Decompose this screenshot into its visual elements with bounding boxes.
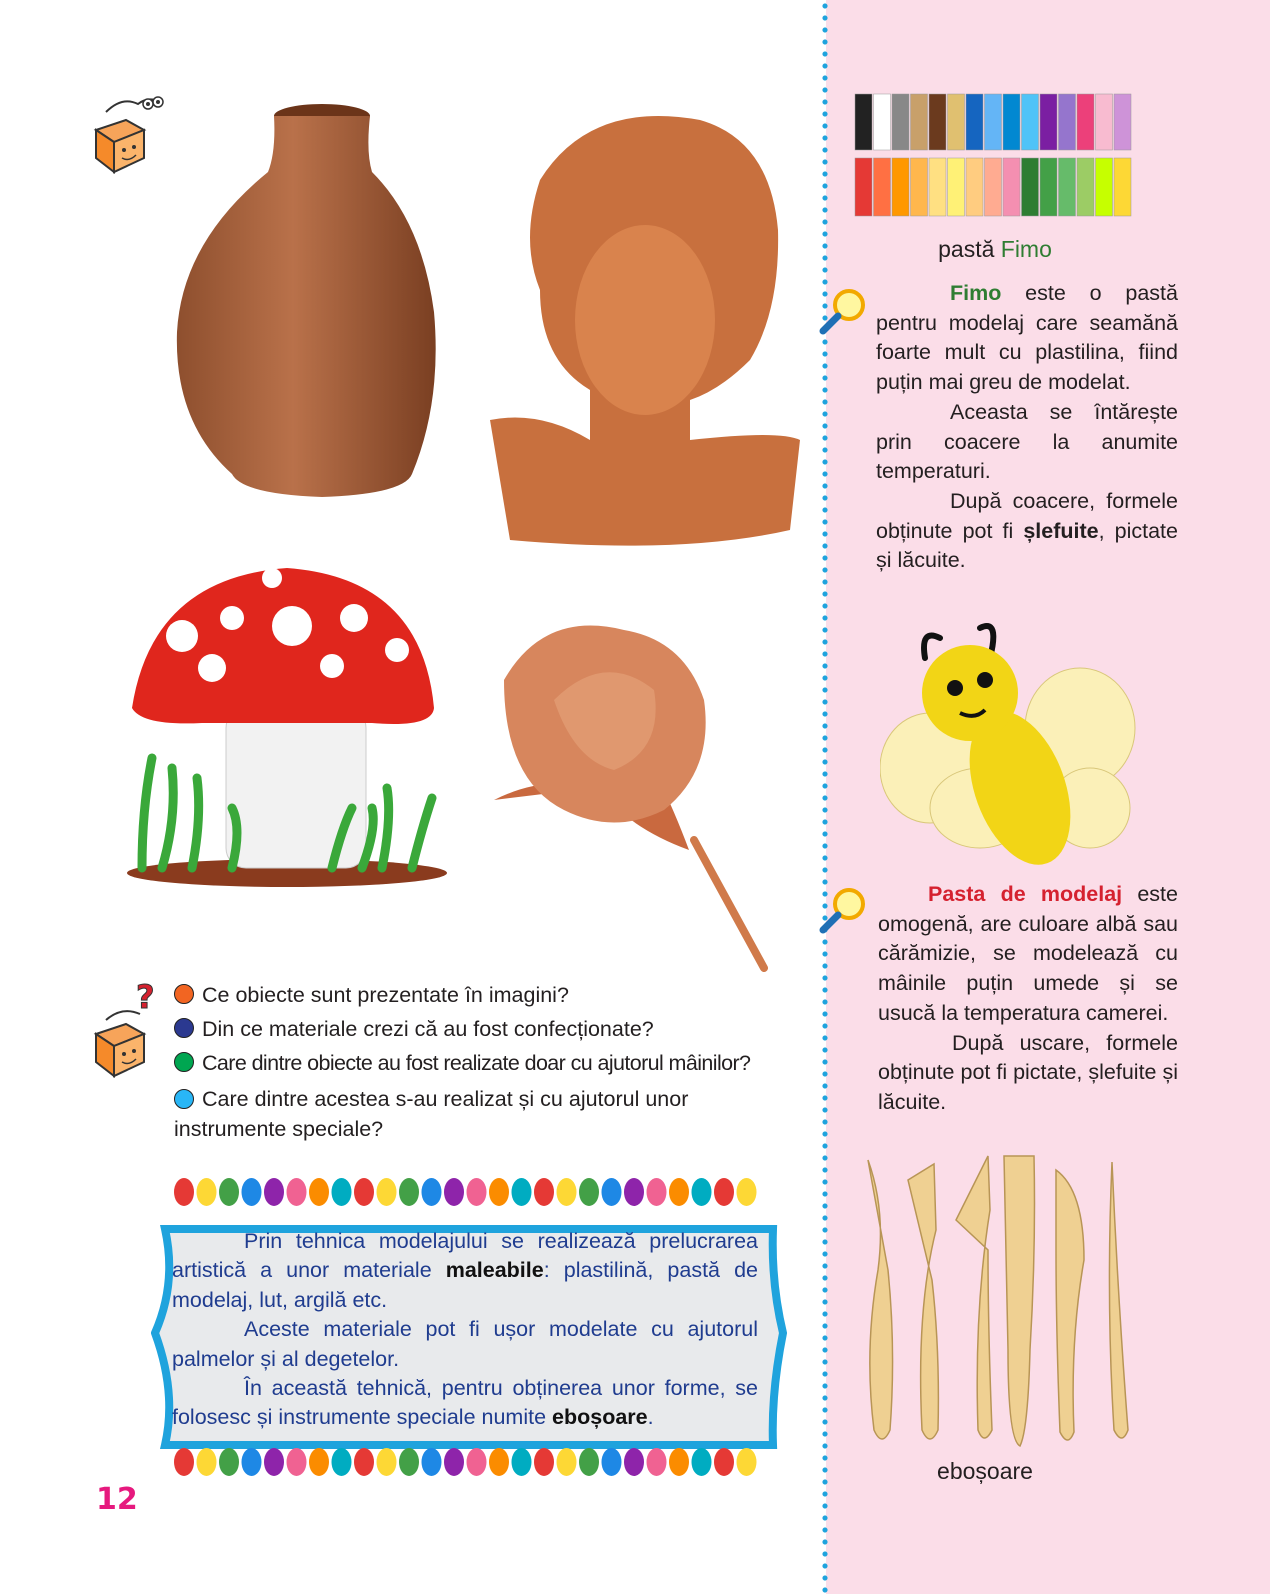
balloon-icon [399, 1178, 419, 1206]
light-blue-bullet-icon [174, 1089, 194, 1109]
balloon-icon [669, 1178, 689, 1206]
fimo-block [948, 94, 965, 150]
balloon-icon [309, 1448, 329, 1476]
balloon-icon [669, 1448, 689, 1476]
balloon-icon [557, 1448, 577, 1476]
balloon-icon [444, 1178, 464, 1206]
balloon-icon [557, 1178, 577, 1206]
info-text: Prin tehnica modelajului se realizează prelucrarea artistică a unor materiale maleabile: plastilină, pastă de modelaj, lut, argilă etc. Aceste materiale pot fi ușor modelate cu ajutorul palmelor și al degetelor. În această tehnică, pentru obținerea unor forme, se folosesc și instrumente speciale numite eboșoare. [172, 1229, 758, 1430]
balloon-icon [714, 1178, 734, 1206]
fimo-keyword: Fimo [950, 281, 1002, 305]
balloon-icon [602, 1178, 622, 1206]
balloon-icon [624, 1178, 644, 1206]
balloon-icon [377, 1448, 397, 1476]
balloon-icon [737, 1448, 757, 1476]
balloon-icon [242, 1178, 262, 1206]
balloon-icon [242, 1448, 262, 1476]
fimo-block [1096, 158, 1113, 216]
fimo-block [1022, 94, 1039, 150]
fimo-description: Fimo este o pastă pentru modelaj care seamănă foarte mult cu plastilina, fiind puțin mai greu de modelat. Aceasta se întărește prin coacere la anumite temperaturi. După coacere, formele obținute pot fi șlefuite, pictate și lăcuite. [876, 281, 1178, 573]
magnifier-icon [818, 285, 870, 337]
fimo-block [1059, 158, 1076, 216]
balloon-icon [692, 1178, 712, 1206]
questions-list [174, 980, 814, 1144]
question-item: Ce obiecte sunt prezentate în imagini? [174, 980, 814, 1010]
fimo-block [1114, 94, 1131, 150]
fimo-block [966, 158, 983, 216]
question-item: Care dintre obiecte au fost realizate doar cu ajutorul mâinilor? [174, 1048, 814, 1078]
info-box [151, 1213, 787, 1460]
fimo-block [892, 94, 909, 150]
balloon-icon [737, 1178, 757, 1206]
balloon-icon [422, 1448, 442, 1476]
balloons-border-top [172, 1170, 762, 1216]
balloon-icon [692, 1448, 712, 1476]
balloon-icon [602, 1448, 622, 1476]
balloon-icon [489, 1178, 509, 1206]
balloon-icon [534, 1178, 554, 1206]
balloon-icon [174, 1178, 194, 1206]
dotted-divider [822, 0, 828, 1594]
balloon-icon [489, 1448, 509, 1476]
balloon-icon [309, 1178, 329, 1206]
fimo-block [1022, 158, 1039, 216]
paste-description: Pasta de modelaj este omogenă, are culoare albă sau cărămizie, se modelează cu mâinile puțin umede și se usucă la temperatura camerei. După uscare, formele obținute pot fi pictate, șlefuite și lăcuite. [878, 882, 1178, 1114]
balloon-icon [287, 1178, 307, 1206]
fimo-block [1077, 158, 1094, 216]
fimo-block [985, 94, 1002, 150]
fimo-block [1114, 158, 1131, 216]
tools-caption: eboșoare [937, 1458, 1033, 1484]
fimo-block [911, 158, 928, 216]
fimo-block [929, 94, 946, 150]
fimo-block [1040, 94, 1057, 150]
clay-bust-image [480, 110, 805, 550]
fimo-block [1077, 94, 1094, 150]
fimo-blocks-image [851, 88, 1141, 223]
fimo-block [911, 94, 928, 150]
page-number: 12 [96, 1482, 138, 1517]
fimo-block [929, 158, 946, 216]
treasure-chest-icon [86, 92, 166, 182]
balloon-icon [579, 1448, 599, 1476]
modeling-tools-image [856, 1150, 1136, 1450]
fimo-block [1003, 158, 1020, 216]
balloon-icon [467, 1448, 487, 1476]
balloon-icon [647, 1178, 667, 1206]
fimo-block [1059, 94, 1076, 150]
balloon-icon [354, 1178, 374, 1206]
question-chest-icon [86, 980, 166, 1080]
balloon-icon [534, 1448, 554, 1476]
question-item: Care dintre acestea s-au realizat și cu ajutorul unor instrumente speciale? [174, 1087, 689, 1141]
balloon-icon [332, 1178, 352, 1206]
balloon-icon [512, 1178, 532, 1206]
balloon-icon [287, 1448, 307, 1476]
fimo-block [874, 158, 891, 216]
fimo-caption: pastă Fimo [938, 236, 1052, 262]
plasticine-bee-image [880, 618, 1140, 880]
fimo-block [874, 94, 891, 150]
balloon-icon [579, 1178, 599, 1206]
paste-keyword: Pasta de modelaj [928, 882, 1123, 906]
balloon-icon [422, 1178, 442, 1206]
balloon-icon [332, 1448, 352, 1476]
fimo-block [1003, 94, 1020, 150]
fimo-block [985, 158, 1002, 216]
balloon-icon [354, 1448, 374, 1476]
balloons-border-bottom [172, 1440, 762, 1486]
fimo-block [948, 158, 965, 216]
balloon-icon [444, 1448, 464, 1476]
balloon-icon [219, 1178, 239, 1206]
balloon-icon [647, 1448, 667, 1476]
clay-vase-image [172, 102, 442, 510]
question-item: Din ce materiale crezi că au fost confecționate? [174, 1014, 814, 1044]
blue-bullet-icon [174, 1018, 194, 1038]
plasticine-mushroom-image [122, 558, 452, 888]
magnifier-icon [818, 884, 870, 936]
balloon-icon [174, 1448, 194, 1476]
fimo-block [855, 94, 872, 150]
balloon-icon [197, 1448, 217, 1476]
balloon-icon [399, 1448, 419, 1476]
fimo-block [855, 158, 872, 216]
balloon-icon [377, 1178, 397, 1206]
balloon-icon [264, 1178, 284, 1206]
balloon-icon [714, 1448, 734, 1476]
green-bullet-icon [174, 1052, 194, 1072]
fimo-block [966, 94, 983, 150]
balloon-icon [624, 1448, 644, 1476]
fimo-block [1040, 158, 1057, 216]
orange-bullet-icon [174, 984, 194, 1004]
balloon-icon [197, 1178, 217, 1206]
balloon-icon [467, 1178, 487, 1206]
svg-text:?: ? [136, 980, 155, 1016]
clay-rose-image [484, 620, 769, 972]
fimo-block [1096, 94, 1113, 150]
balloon-icon [264, 1448, 284, 1476]
balloon-icon [219, 1448, 239, 1476]
balloon-icon [512, 1448, 532, 1476]
fimo-block [892, 158, 909, 216]
